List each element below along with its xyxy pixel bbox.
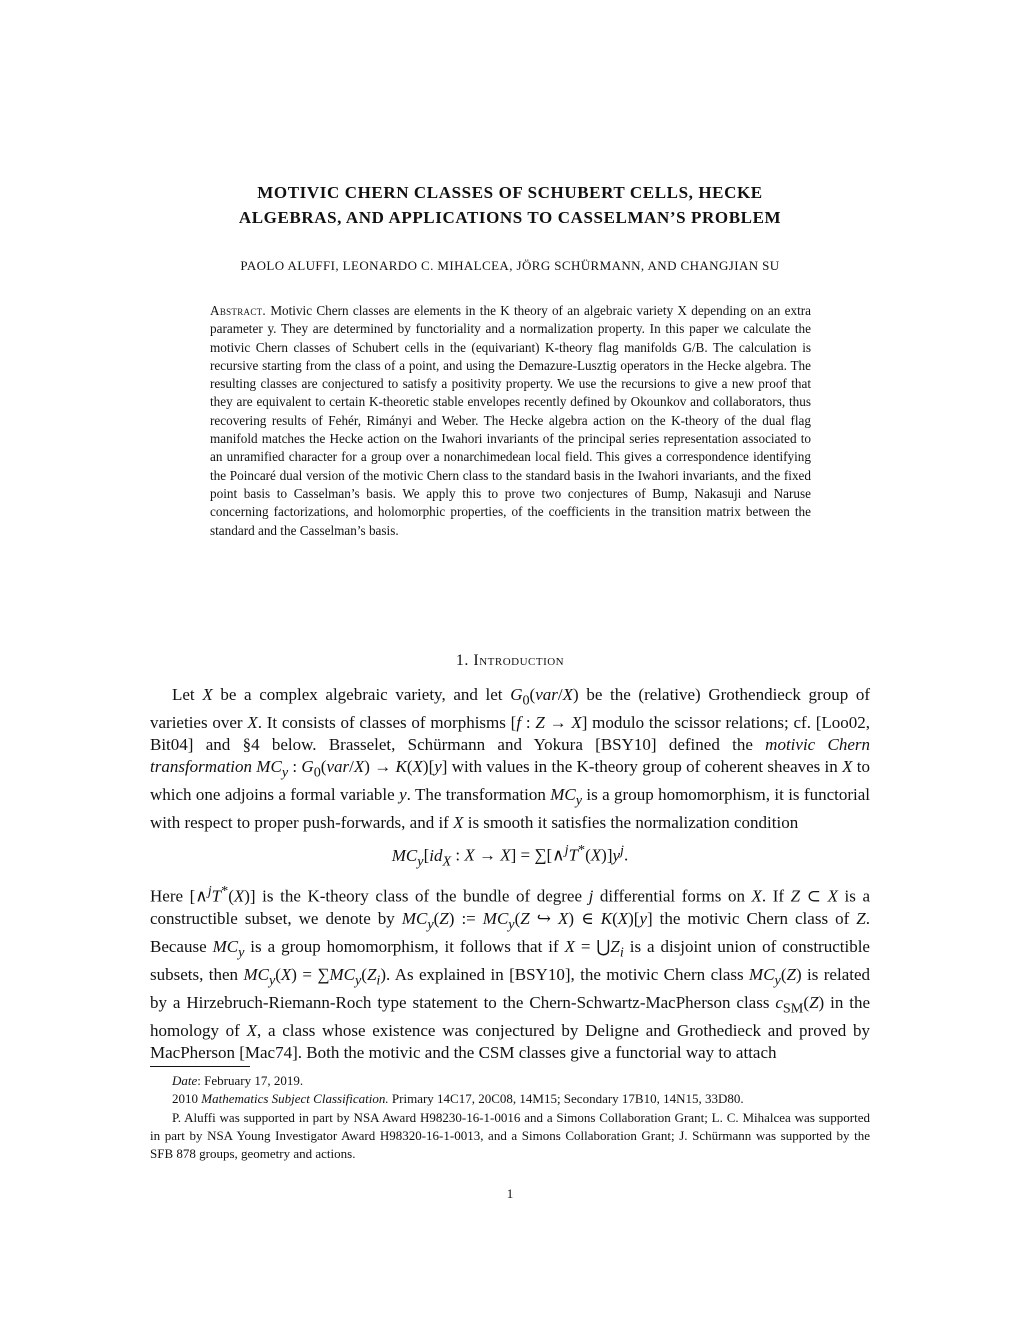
page-number: 1 xyxy=(506,1186,514,1201)
intro-paragraph-1: Let X be a complex algebraic variety, and let $G_0(var/X)$ be the (relative) Grothendieck group of varieties over X. It consists of classes of morphisms [f : Z → X] modulo the scissor relations; cf. [Loo02, Bit04] and §4 below. Brasselet, Schürmann and Yokura [BSY10] defined the motivic Chern transformation $MC_y$ : $G_0(var/X) \to K(X)[y]$ with values in the K-theory group of coherent sheaves in X to which one adjoins a formal variable y. The transformation $MC_y$ is a group homomorphism, it is functorial with respect to proper push-forwards, and if X is smooth it satisfies the normalization condition xyxy=(150,685,871,832)
normalization-equation: $MC_y[id_X$ : $X \to X] = \sum[\wedge^jT^*(X)]y^j$. xyxy=(391,842,629,870)
date-value: : February 17, 2019. xyxy=(197,1073,304,1088)
abstract xyxy=(210,302,811,540)
intro-paragraph-2: Here [∧$^j$T*(X)] is the K-theory class of the bundle of degree j differential forms on X. If Z ⊂ X is a constructible subset, we denote by $MC_y(Z)$ := $MC_y(Z$ ↪ X) ∈ K(X)[y] the motivic Chern class of Z. Because $MC_y$ is a group homomorphism, it follows that if $X = ⋃Z_i$ is a disjoint union of constructible subsets, then $MC_y(X) = \sum MC_y(Z_i)$. As explained in [BSY10], the motivic Chern class $MC_y(Z)$ is related by a Hirzebruch-Riemann-Roch type statement to the Chern-Schwartz-MacPherson class $c_{SM}(Z)$ in the homology of X, a class whose existence was conjectured by Deligne and Grothedieck and proved by MacPherson [Mac74]. Both the motivic and the CSM classes give a functorial way to attach xyxy=(150,883,871,1062)
author-list: PAOLO ALUFFI, LEONARDO C. MIHALCEA, JÖRG SCHÜRMANN, AND CHANGJIAN SU xyxy=(240,258,780,273)
footnote-date xyxy=(150,1072,870,1090)
section-heading: 1. Introduction xyxy=(455,652,565,669)
footnote-support: P. Aluffi was supported in part by NSA Award H98230-16-1-0016 and a Simons Collaboration Grant; L. C. Mihalcea was supported in part by NSA Young Investigator Award H98320-16-1-0013, and a Simons Collaboration Grant; J. Schürmann was supported by the SFB 878 groups, geometry and actions. xyxy=(150,1109,870,1162)
abstract-label: Abstract. xyxy=(210,303,267,318)
abstract-text: Motivic Chern classes are elements in the K theory of an algebraic variety X depending on an extra parameter y. They are determined by functoriality and a normalization property. In this paper we calculate the motivic Chern classes of Schubert cells in the (equivariant) K-theory flag manifolds G/B. The calculation is recursive starting from the class of a point, and using the Demazure-Lusztig operators in the Hecke algebra. The resulting classes are conjectured to satisfy a positivity property. We use the recursions to give a new proof that they are equivalent to certain K-theoretic stable envelopes recently defined by Okounkov and collaborators, thus recovering results of Fehér, Rimányi and Weber. The Hecke algebra action on the K-theory of the dual flag manifold matches the Hecke action on the Iwahori invariants of the principal series representation associated to an unramified character for a group over a nonarchimedean local field. This gives a correspondence identifying the Poincaré dual version of the motivic Chern class to the standard basis in the Iwahori invariants, and the fixed point basis to Casselman’s basis. We apply this to prove two conjectures of Bump, Nakasuji and Naruse concerning factorizations, and holomorphic properties, of the coefficients in the transition matrix between the standard and the Casselman’s basis. xyxy=(210,303,811,538)
footnote-msc xyxy=(150,1090,870,1108)
date-label: Date xyxy=(172,1073,198,1088)
msc-year: 2010 xyxy=(172,1091,202,1107)
introduction-body xyxy=(150,684,870,1063)
msc-value: Primary 14C17, 20C08, 14M15; Secondary 17B10, 14N15, 33D80. xyxy=(388,1091,744,1107)
title-line-1: MOTIVIC CHERN CLASSES OF SCHUBERT CELLS, HECKE xyxy=(257,183,763,202)
footnotes xyxy=(150,1072,870,1163)
footnote-rule xyxy=(150,1066,250,1067)
paper-title xyxy=(150,180,870,230)
msc-label: Mathematics Subject Classification. xyxy=(201,1091,389,1107)
title-line-2: ALGEBRAS, AND APPLICATIONS TO CASSELMAN’S PROBLEM xyxy=(238,208,782,227)
